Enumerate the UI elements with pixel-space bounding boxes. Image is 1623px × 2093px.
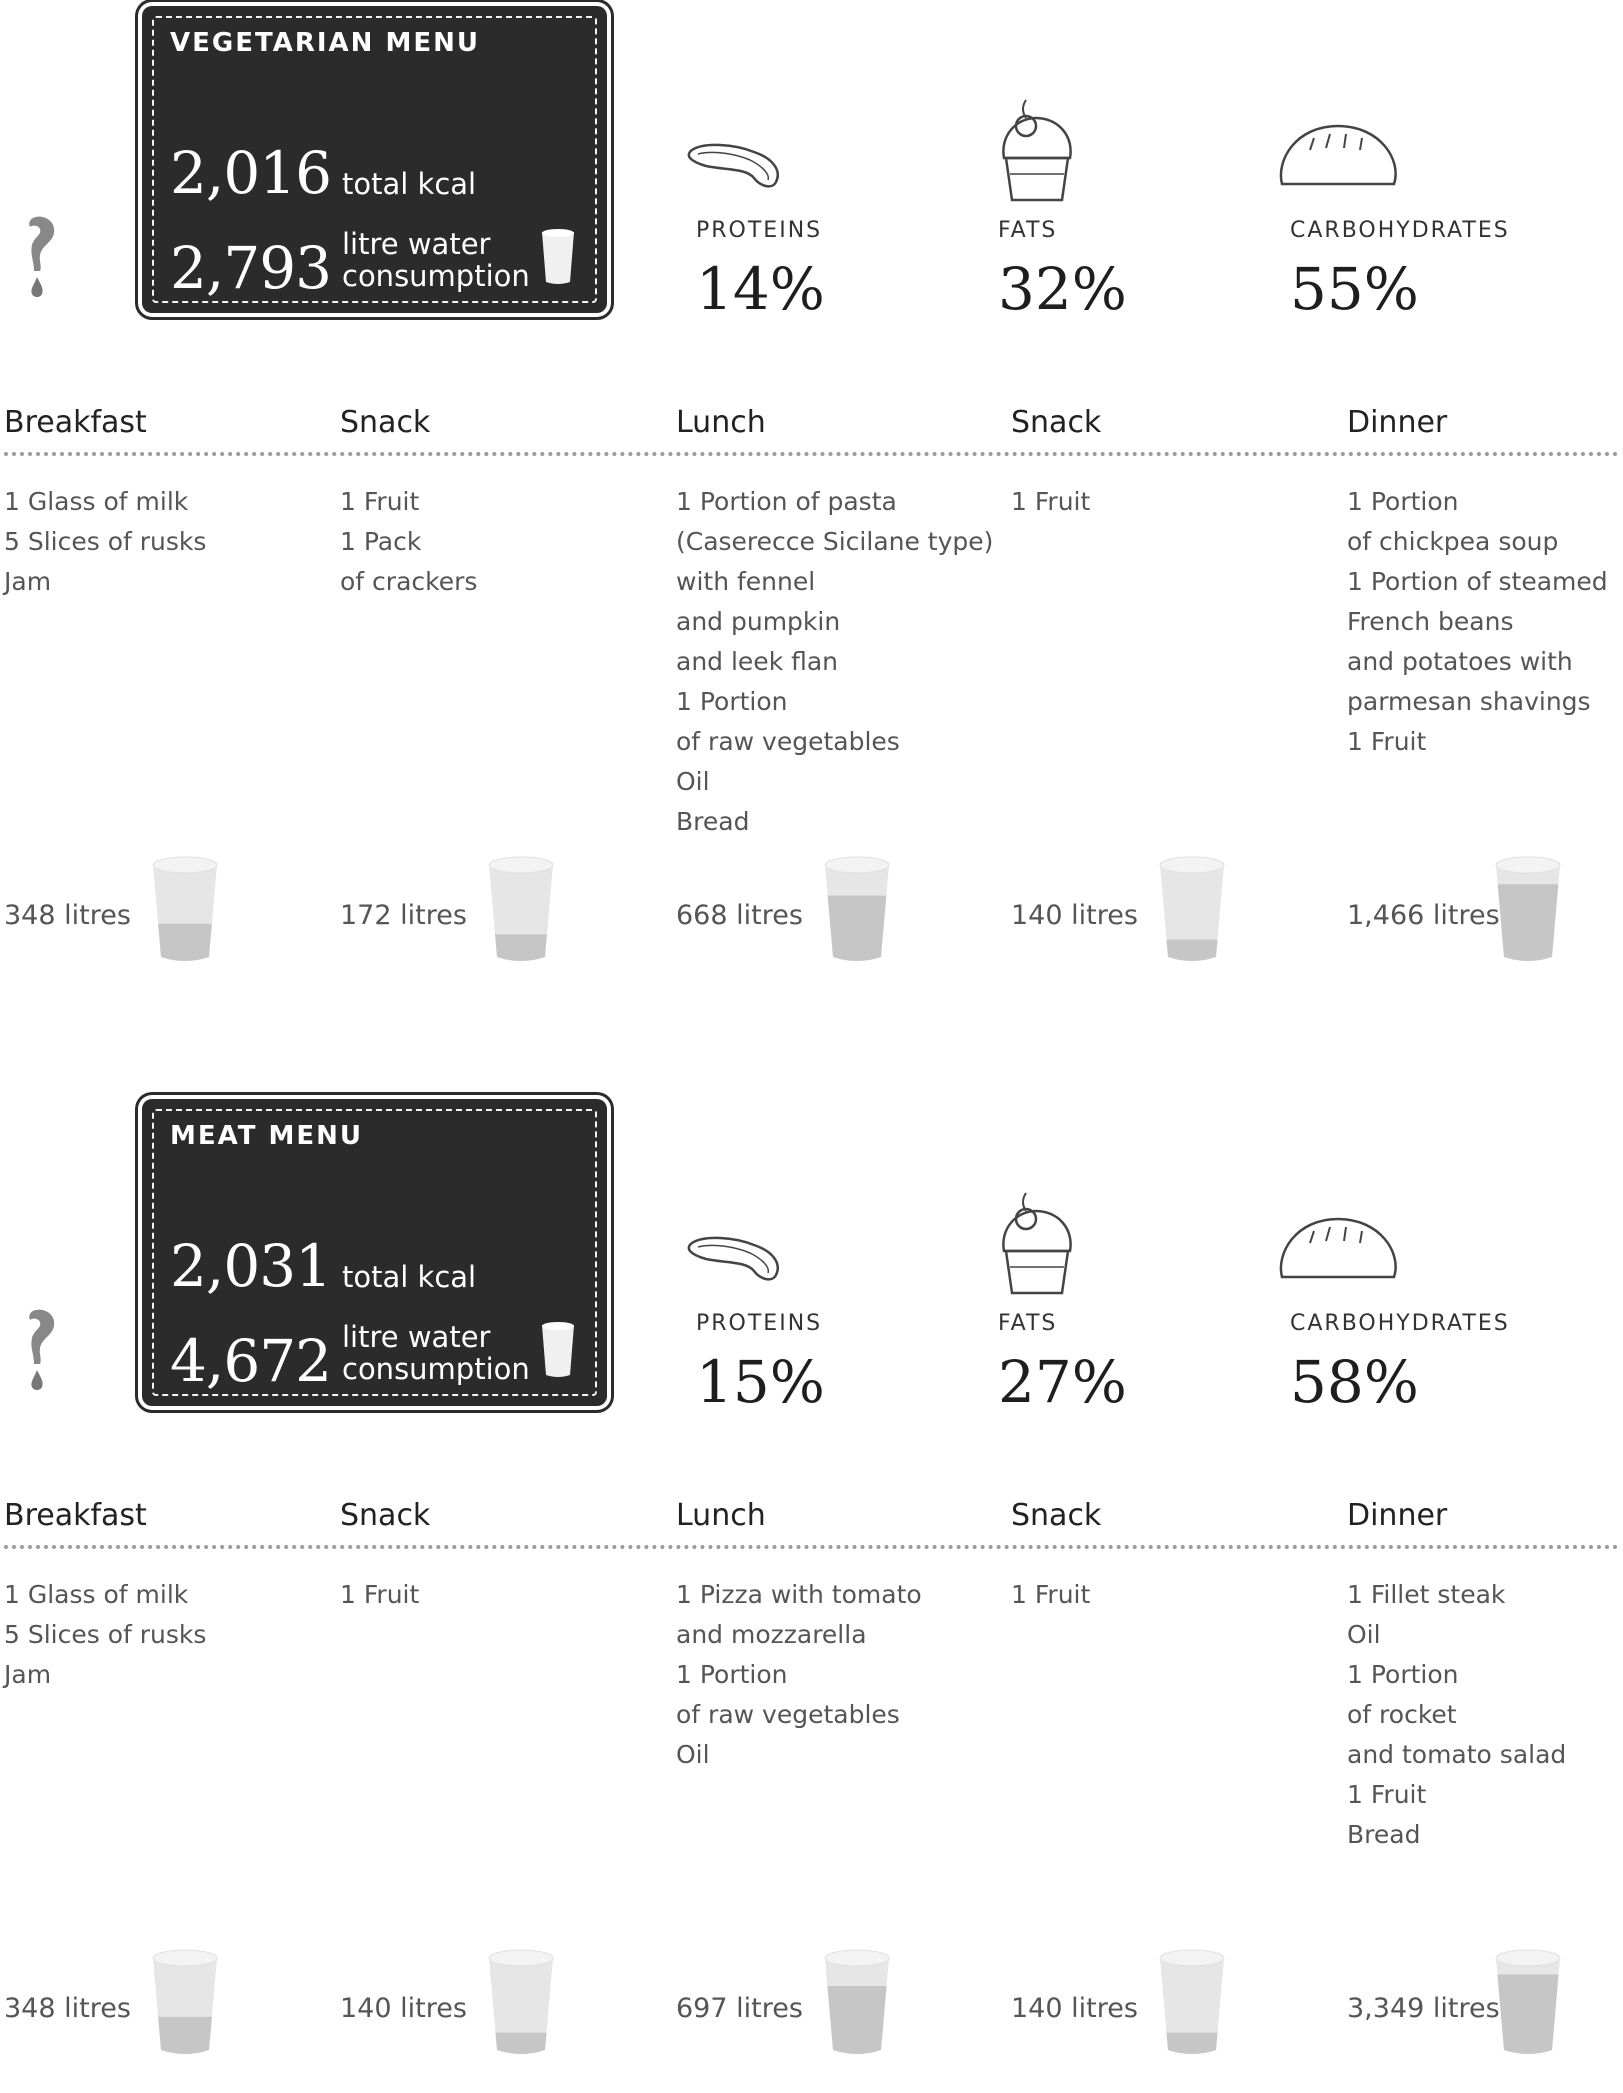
vegetarian-menu-section	[0, 0, 1623, 1000]
meal-water-litres: 697 litres	[676, 1993, 803, 2024]
meal-item: Oil	[676, 767, 710, 796]
meal-item: 1 Glass of milk	[4, 1580, 189, 1609]
water-glass-icon	[1492, 855, 1564, 965]
meal-item: 1 Fruit	[1011, 487, 1091, 516]
water-consumption-value: 2,793	[170, 234, 332, 302]
meal-item: 1 Portion	[676, 687, 788, 716]
meat-menu-section	[0, 1093, 1623, 2093]
meal-water-litres: 140 litres	[1011, 1993, 1138, 2024]
meal-item: 1 Portion of steamed	[1347, 567, 1608, 596]
meal-water-litres: 140 litres	[1011, 900, 1138, 931]
meal-items-list	[340, 482, 477, 602]
proteins-label: PROTEINS	[696, 1311, 823, 1336]
meal-item: of crackers	[340, 567, 478, 596]
water-glass-icon	[1156, 1948, 1228, 2058]
meal-title: Snack	[340, 1498, 431, 1533]
meal-item: and leek flan	[676, 647, 839, 676]
meal-items-list	[1347, 482, 1608, 762]
water-glass-icon	[821, 1948, 893, 2058]
meal-water-litres: 348 litres	[4, 1993, 131, 2024]
meal-item: 5 Slices of rusks	[4, 527, 207, 556]
meal-title: Lunch	[676, 405, 766, 440]
meal-item: of raw vegetables	[676, 727, 900, 756]
steak-icon	[684, 1233, 784, 1288]
carbohydrates-label: CARBOHYDRATES	[1290, 1311, 1510, 1336]
total-kcal-value: 2,031	[170, 1232, 332, 1300]
meal-column-snack	[1011, 1498, 1341, 2058]
meal-item: Oil	[676, 1740, 710, 1769]
meal-item: and mozzarella	[676, 1620, 867, 1649]
water-consumption-value: 4,672	[170, 1327, 332, 1395]
menu-title: VEGETARIAN MENU	[170, 28, 480, 58]
meal-item: 1 Portion of pasta	[676, 487, 897, 516]
meal-item: 1 Fruit	[340, 487, 420, 516]
meal-items-list	[676, 482, 993, 842]
water-glass-icon	[1156, 855, 1228, 965]
meal-title: Snack	[1011, 405, 1102, 440]
meal-column-breakfast	[4, 405, 334, 965]
meal-item: 1 Portion	[676, 1660, 788, 1689]
water-consumption-label: litre water consumption	[342, 1320, 530, 1386]
bread-icon	[1276, 1213, 1402, 1283]
meal-items-list	[4, 482, 206, 602]
meal-item: with fennel	[676, 567, 816, 596]
meal-item: 1 Fruit	[1011, 1580, 1091, 1609]
meal-column-dinner	[1347, 1498, 1623, 2058]
meal-title: Lunch	[676, 1498, 766, 1533]
meal-items-list	[1011, 482, 1090, 522]
meal-item: 1 Fruit	[1347, 727, 1427, 756]
meal-item: 1 Fruit	[1347, 1780, 1427, 1809]
meal-title: Breakfast	[4, 1498, 147, 1533]
meal-item: and pumpkin	[676, 607, 841, 636]
meal-items-list	[676, 1575, 922, 1775]
menu-summary-card	[142, 6, 607, 313]
meal-item: 1 Portion	[1347, 487, 1459, 516]
water-glass-icon	[149, 1948, 221, 2058]
proteins-value: 14%	[696, 255, 825, 323]
water-glass-icon	[540, 1321, 576, 1379]
meal-items-list	[4, 1575, 206, 1695]
meal-title: Snack	[1011, 1498, 1102, 1533]
bread-icon	[1276, 120, 1402, 190]
meal-column-lunch	[676, 405, 1006, 965]
water-consumption-label: litre water consumption	[342, 227, 530, 293]
meal-item: French beans	[1347, 607, 1514, 636]
meal-item: of rocket	[1347, 1700, 1457, 1729]
water-glass-icon	[485, 1948, 557, 2058]
meal-item: Jam	[4, 567, 52, 596]
meal-item: 1 Glass of milk	[4, 487, 189, 516]
proteins-label: PROTEINS	[696, 218, 823, 243]
meal-items-list	[340, 1575, 419, 1615]
water-drop-icon	[22, 1308, 60, 1392]
meal-water-litres: 3,349 litres	[1347, 1993, 1500, 2024]
meal-item: Jam	[4, 1660, 52, 1689]
fats-value: 27%	[998, 1348, 1127, 1416]
meal-water-litres: 348 litres	[4, 900, 131, 931]
water-glass-icon	[1492, 1948, 1564, 2058]
carbohydrates-label: CARBOHYDRATES	[1290, 218, 1510, 243]
meal-item: 1 Portion	[1347, 1660, 1459, 1689]
meal-item: 5 Slices of rusks	[4, 1620, 207, 1649]
fats-value: 32%	[998, 255, 1127, 323]
meal-item: Oil	[1347, 1620, 1381, 1649]
proteins-value: 15%	[696, 1348, 825, 1416]
meal-item: (Caserecce Sicilane type)	[676, 527, 994, 556]
meal-column-dinner	[1347, 405, 1623, 965]
meal-water-litres: 140 litres	[340, 1993, 467, 2024]
carbohydrates-value: 58%	[1290, 1348, 1419, 1416]
meal-items-list	[1347, 1575, 1566, 1855]
meal-water-litres: 1,466 litres	[1347, 900, 1500, 931]
fats-label: FATS	[998, 1311, 1058, 1336]
total-kcal-label: total kcal	[342, 167, 477, 201]
water-glass-icon	[485, 855, 557, 965]
carbohydrates-value: 55%	[1290, 255, 1419, 323]
meal-column-snack	[340, 405, 670, 965]
water-drop-icon	[22, 215, 60, 299]
meal-item: 1 Fillet steak	[1347, 1580, 1506, 1609]
meal-title: Breakfast	[4, 405, 147, 440]
meal-column-breakfast	[4, 1498, 334, 2058]
meal-column-snack	[340, 1498, 670, 2058]
meal-item: 1 Pizza with tomato	[676, 1580, 922, 1609]
water-glass-icon	[149, 855, 221, 965]
menu-title: MEAT MENU	[170, 1121, 364, 1151]
meal-item: parmesan shavings	[1347, 687, 1591, 716]
meal-item: Bread	[1347, 1820, 1421, 1849]
meal-item: and potatoes with	[1347, 647, 1573, 676]
meal-item: and tomato salad	[1347, 1740, 1567, 1769]
meal-title: Snack	[340, 405, 431, 440]
meal-title: Dinner	[1347, 1498, 1448, 1533]
water-glass-icon	[821, 855, 893, 965]
meal-item: of chickpea soup	[1347, 527, 1559, 556]
meal-water-litres: 172 litres	[340, 900, 467, 931]
meal-item: of raw vegetables	[676, 1700, 900, 1729]
meal-item: Bread	[676, 807, 750, 836]
meal-title: Dinner	[1347, 405, 1448, 440]
meal-column-snack	[1011, 405, 1341, 965]
cupcake-icon	[996, 1189, 1078, 1297]
fats-label: FATS	[998, 218, 1058, 243]
menu-summary-card	[142, 1099, 607, 1406]
meal-item: 1 Pack	[340, 527, 422, 556]
meal-column-lunch	[676, 1498, 1006, 2058]
water-glass-icon	[540, 228, 576, 286]
steak-icon	[684, 140, 784, 195]
cupcake-icon	[996, 96, 1078, 204]
total-kcal-label: total kcal	[342, 1260, 477, 1294]
meal-items-list	[1011, 1575, 1090, 1615]
meal-water-litres: 668 litres	[676, 900, 803, 931]
total-kcal-value: 2,016	[170, 139, 332, 207]
meal-item: 1 Fruit	[340, 1580, 420, 1609]
